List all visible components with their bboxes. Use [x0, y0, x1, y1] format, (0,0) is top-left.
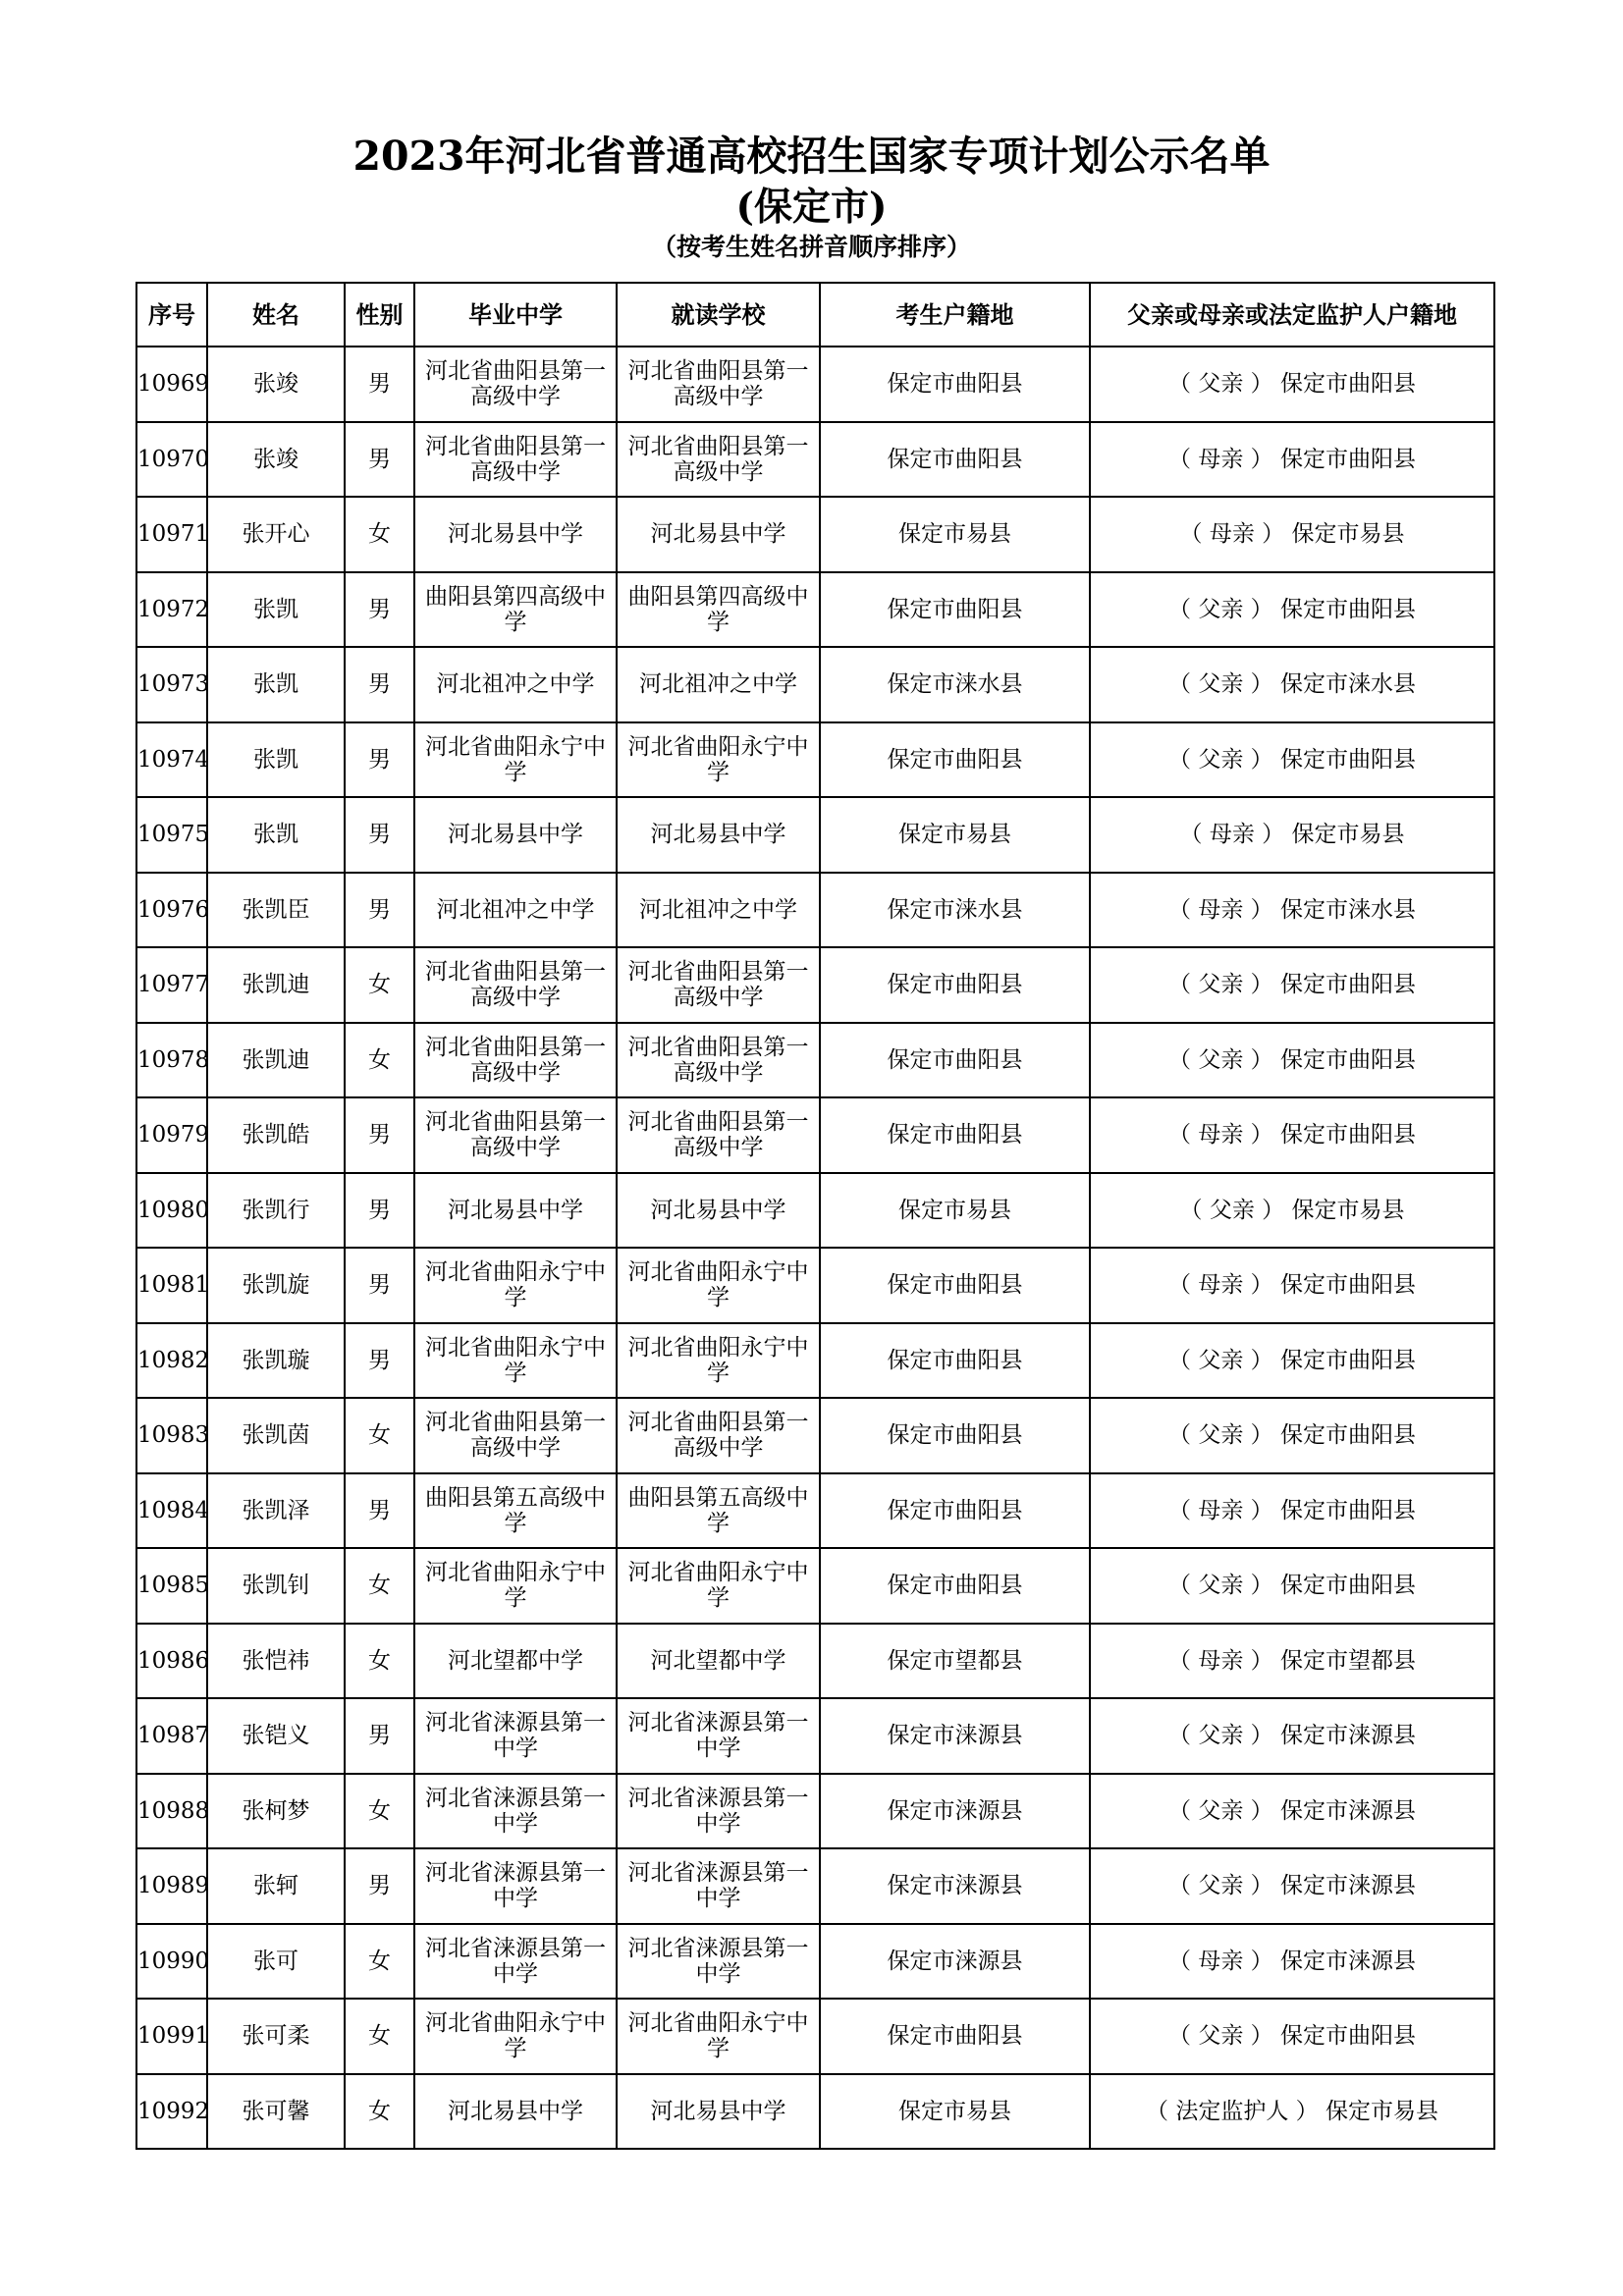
cell-grad-school: 河北省曲阳县第一高级中学: [414, 947, 617, 1023]
cell-hukou: 保定市涞水县: [820, 647, 1090, 722]
cell-no: 10976: [136, 873, 207, 948]
cell-current-school: 河北省曲阳永宁中学: [617, 1323, 820, 1399]
cell-current-school: 河北省曲阳县第一高级中学: [617, 1398, 820, 1473]
cell-sex: 男: [345, 1848, 414, 1924]
cell-name: 张可柔: [207, 1999, 345, 2074]
cell-no: 10986: [136, 1624, 207, 1699]
cell-parent-hukou: （ 父亲 ） 保定市曲阳县: [1090, 1323, 1494, 1399]
table-row: [136, 572, 1494, 648]
table-row: [136, 1323, 1494, 1399]
cell-hukou: 保定市曲阳县: [820, 1023, 1090, 1098]
cell-current-school: 河北省涞源县第一中学: [617, 1774, 820, 1849]
cell-sex: 男: [345, 422, 414, 498]
cell-sex: 女: [345, 497, 414, 572]
cell-current-school: 河北省涞源县第一中学: [617, 1698, 820, 1774]
cell-no: 10971: [136, 497, 207, 572]
cell-parent-hukou: （ 父亲 ） 保定市曲阳县: [1090, 1999, 1494, 2074]
table-row: [136, 873, 1494, 948]
column-header: 父亲或母亲或法定监护人户籍地: [1090, 283, 1494, 347]
cell-hukou: 保定市曲阳县: [820, 1999, 1090, 2074]
cell-sex: 男: [345, 572, 414, 648]
cell-hukou: 保定市曲阳县: [820, 1323, 1090, 1399]
cell-hukou: 保定市望都县: [820, 1624, 1090, 1699]
cell-hukou: 保定市涞源县: [820, 1848, 1090, 1924]
cell-no: 10984: [136, 1473, 207, 1549]
cell-hukou: 保定市曲阳县: [820, 1548, 1090, 1624]
cell-sex: 女: [345, 1398, 414, 1473]
cell-current-school: 河北祖冲之中学: [617, 873, 820, 948]
cell-parent-hukou: （ 父亲 ） 保定市曲阳县: [1090, 722, 1494, 798]
cell-hukou: 保定市曲阳县: [820, 572, 1090, 648]
cell-current-school: 河北省曲阳永宁中学: [617, 1999, 820, 2074]
table-row: [136, 647, 1494, 722]
cell-sex: 男: [345, 1248, 414, 1323]
cell-name: 张竣: [207, 347, 345, 422]
cell-current-school: 河北省曲阳永宁中学: [617, 1548, 820, 1624]
cell-hukou: 保定市曲阳县: [820, 1398, 1090, 1473]
cell-name: 张凯行: [207, 1173, 345, 1249]
cell-grad-school: 河北易县中学: [414, 1173, 617, 1249]
cell-parent-hukou: （ 父亲 ） 保定市曲阳县: [1090, 947, 1494, 1023]
page-title: 2023年河北省普通高校招生国家专项计划公示名单: [352, 133, 1271, 180]
cell-parent-hukou: （ 父亲 ） 保定市涞源县: [1090, 1848, 1494, 1924]
cell-current-school: 曲阳县第四高级中学: [617, 572, 820, 648]
cell-grad-school: 河北省曲阳永宁中学: [414, 1323, 617, 1399]
table-row: [136, 1698, 1494, 1774]
cell-sex: 男: [345, 722, 414, 798]
cell-sex: 男: [345, 873, 414, 948]
table-row: [136, 347, 1494, 422]
cell-parent-hukou: （ 母亲 ） 保定市涞源县: [1090, 1924, 1494, 2000]
page-subtitle: (保定市): [735, 185, 888, 230]
cell-grad-school: 河北省曲阳县第一高级中学: [414, 422, 617, 498]
cell-no: 10978: [136, 1023, 207, 1098]
cell-name: 张凯: [207, 722, 345, 798]
cell-parent-hukou: （ 父亲 ） 保定市易县: [1090, 1173, 1494, 1249]
cell-no: 10972: [136, 572, 207, 648]
cell-parent-hukou: （ 父亲 ） 保定市涞源县: [1090, 1774, 1494, 1849]
cell-no: 10969: [136, 347, 207, 422]
cell-parent-hukou: （ 母亲 ） 保定市曲阳县: [1090, 1248, 1494, 1323]
cell-sex: 女: [345, 1924, 414, 2000]
table-body: [136, 347, 1494, 2149]
cell-current-school: 河北省曲阳永宁中学: [617, 722, 820, 798]
cell-sex: 女: [345, 1023, 414, 1098]
table-row: [136, 1173, 1494, 1249]
cell-hukou: 保定市曲阳县: [820, 1097, 1090, 1173]
cell-grad-school: 曲阳县第五高级中学: [414, 1473, 617, 1549]
cell-name: 张竣: [207, 422, 345, 498]
cell-no: 10987: [136, 1698, 207, 1774]
cell-no: 10979: [136, 1097, 207, 1173]
cell-sex: 男: [345, 797, 414, 873]
cell-parent-hukou: （ 母亲 ） 保定市曲阳县: [1090, 1097, 1494, 1173]
sort-note: （按考生姓名拼音顺序排序）: [651, 233, 971, 261]
cell-grad-school: 曲阳县第四高级中学: [414, 572, 617, 648]
cell-parent-hukou: （ 法定监护人 ） 保定市易县: [1090, 2074, 1494, 2150]
table-row: [136, 1924, 1494, 2000]
cell-parent-hukou: （ 父亲 ） 保定市涞水县: [1090, 647, 1494, 722]
cell-sex: 女: [345, 947, 414, 1023]
cell-current-school: 河北易县中学: [617, 797, 820, 873]
cell-sex: 男: [345, 1323, 414, 1399]
table-row: [136, 947, 1494, 1023]
cell-name: 张铠义: [207, 1698, 345, 1774]
cell-grad-school: 河北省曲阳县第一高级中学: [414, 1398, 617, 1473]
cell-grad-school: 河北省曲阳县第一高级中学: [414, 1023, 617, 1098]
cell-name: 张凯皓: [207, 1097, 345, 1173]
cell-no: 10974: [136, 722, 207, 798]
cell-grad-school: 河北省涞源县第一中学: [414, 1774, 617, 1849]
cell-grad-school: 河北省曲阳永宁中学: [414, 1548, 617, 1624]
cell-hukou: 保定市涞源县: [820, 1698, 1090, 1774]
column-header: 考生户籍地: [820, 283, 1090, 347]
cell-name: 张凯迪: [207, 947, 345, 1023]
column-header: 就读学校: [617, 283, 820, 347]
cell-sex: 女: [345, 1624, 414, 1699]
cell-no: 10975: [136, 797, 207, 873]
cell-no: 10991: [136, 1999, 207, 2074]
cell-hukou: 保定市易县: [820, 497, 1090, 572]
cell-name: 张可馨: [207, 2074, 345, 2150]
cell-parent-hukou: （ 父亲 ） 保定市曲阳县: [1090, 1548, 1494, 1624]
cell-current-school: 河北易县中学: [617, 497, 820, 572]
cell-sex: 女: [345, 1999, 414, 2074]
cell-name: 张凯旋: [207, 1248, 345, 1323]
table-row: [136, 1624, 1494, 1699]
cell-sex: 男: [345, 347, 414, 422]
cell-name: 张凯泽: [207, 1473, 345, 1549]
column-header: 毕业中学: [414, 283, 617, 347]
cell-grad-school: 河北省涞源县第一中学: [414, 1698, 617, 1774]
cell-parent-hukou: （ 母亲 ） 保定市易县: [1090, 797, 1494, 873]
column-header: 序号: [136, 283, 207, 347]
cell-no: 10992: [136, 2074, 207, 2150]
cell-grad-school: 河北省涞源县第一中学: [414, 1924, 617, 2000]
cell-current-school: 河北省曲阳永宁中学: [617, 1248, 820, 1323]
cell-sex: 女: [345, 1774, 414, 1849]
cell-current-school: 曲阳县第五高级中学: [617, 1473, 820, 1549]
cell-hukou: 保定市曲阳县: [820, 1473, 1090, 1549]
cell-no: 10983: [136, 1398, 207, 1473]
cell-grad-school: 河北祖冲之中学: [414, 647, 617, 722]
cell-name: 张凯: [207, 572, 345, 648]
cell-current-school: 河北祖冲之中学: [617, 647, 820, 722]
cell-no: 10981: [136, 1248, 207, 1323]
cell-current-school: 河北省曲阳县第一高级中学: [617, 947, 820, 1023]
cell-parent-hukou: （ 父亲 ） 保定市曲阳县: [1090, 347, 1494, 422]
cell-hukou: 保定市涞源县: [820, 1774, 1090, 1849]
table-row: [136, 1398, 1494, 1473]
cell-sex: 男: [345, 1097, 414, 1173]
cell-parent-hukou: （ 母亲 ） 保定市曲阳县: [1090, 1473, 1494, 1549]
roster-table: [135, 282, 1495, 2150]
cell-hukou: 保定市涞源县: [820, 1924, 1090, 2000]
cell-current-school: 河北易县中学: [617, 2074, 820, 2150]
cell-current-school: 河北省涞源县第一中学: [617, 1848, 820, 1924]
cell-parent-hukou: （ 母亲 ） 保定市望都县: [1090, 1624, 1494, 1699]
cell-grad-school: 河北省曲阳县第一高级中学: [414, 347, 617, 422]
column-header: 性别: [345, 283, 414, 347]
table-row: [136, 1097, 1494, 1173]
cell-sex: 男: [345, 1173, 414, 1249]
table-row: [136, 497, 1494, 572]
cell-name: 张可: [207, 1924, 345, 2000]
cell-grad-school: 河北省曲阳县第一高级中学: [414, 1097, 617, 1173]
cell-hukou: 保定市曲阳县: [820, 722, 1090, 798]
table-row: [136, 722, 1494, 798]
cell-parent-hukou: （ 父亲 ） 保定市曲阳县: [1090, 1398, 1494, 1473]
cell-grad-school: 河北省曲阳永宁中学: [414, 722, 617, 798]
cell-no: 10988: [136, 1774, 207, 1849]
cell-current-school: 河北省曲阳县第一高级中学: [617, 347, 820, 422]
cell-no: 10973: [136, 647, 207, 722]
cell-no: 10990: [136, 1924, 207, 2000]
cell-grad-school: 河北易县中学: [414, 2074, 617, 2150]
cell-name: 张凯臣: [207, 873, 345, 948]
cell-no: 10980: [136, 1173, 207, 1249]
cell-parent-hukou: （ 母亲 ） 保定市易县: [1090, 497, 1494, 572]
cell-hukou: 保定市易县: [820, 797, 1090, 873]
cell-sex: 男: [345, 1698, 414, 1774]
cell-name: 张凯璇: [207, 1323, 345, 1399]
cell-name: 张凯迪: [207, 1023, 345, 1098]
cell-name: 张凯茵: [207, 1398, 345, 1473]
cell-sex: 女: [345, 1548, 414, 1624]
cell-no: 10977: [136, 947, 207, 1023]
cell-parent-hukou: （ 母亲 ） 保定市涞水县: [1090, 873, 1494, 948]
table-row: [136, 1248, 1494, 1323]
cell-hukou: 保定市曲阳县: [820, 347, 1090, 422]
cell-no: 10985: [136, 1548, 207, 1624]
cell-name: 张轲: [207, 1848, 345, 1924]
column-header: 姓名: [207, 283, 345, 347]
cell-name: 张恺祎: [207, 1624, 345, 1699]
cell-current-school: 河北省曲阳县第一高级中学: [617, 422, 820, 498]
table-row: [136, 1473, 1494, 1549]
cell-parent-hukou: （ 父亲 ） 保定市涞源县: [1090, 1698, 1494, 1774]
cell-grad-school: 河北易县中学: [414, 797, 617, 873]
cell-grad-school: 河北祖冲之中学: [414, 873, 617, 948]
cell-current-school: 河北省曲阳县第一高级中学: [617, 1097, 820, 1173]
table-header-row: [136, 283, 1494, 347]
cell-current-school: 河北省曲阳县第一高级中学: [617, 1023, 820, 1098]
cell-hukou: 保定市易县: [820, 1173, 1090, 1249]
cell-current-school: 河北易县中学: [617, 1173, 820, 1249]
cell-grad-school: 河北易县中学: [414, 497, 617, 572]
cell-sex: 男: [345, 647, 414, 722]
cell-hukou: 保定市易县: [820, 2074, 1090, 2150]
cell-no: 10982: [136, 1323, 207, 1399]
cell-sex: 女: [345, 2074, 414, 2150]
cell-no: 10989: [136, 1848, 207, 1924]
cell-hukou: 保定市涞水县: [820, 873, 1090, 948]
cell-sex: 男: [345, 1473, 414, 1549]
cell-hukou: 保定市曲阳县: [820, 947, 1090, 1023]
cell-name: 张凯: [207, 647, 345, 722]
table-row: [136, 1023, 1494, 1098]
cell-hukou: 保定市曲阳县: [820, 1248, 1090, 1323]
table-row: [136, 1774, 1494, 1849]
cell-current-school: 河北望都中学: [617, 1624, 820, 1699]
cell-name: 张凯钊: [207, 1548, 345, 1624]
cell-grad-school: 河北望都中学: [414, 1624, 617, 1699]
cell-grad-school: 河北省曲阳永宁中学: [414, 1999, 617, 2074]
table-row: [136, 422, 1494, 498]
cell-name: 张开心: [207, 497, 345, 572]
cell-grad-school: 河北省曲阳永宁中学: [414, 1248, 617, 1323]
cell-no: 10970: [136, 422, 207, 498]
table-row: [136, 2074, 1494, 2150]
cell-name: 张凯: [207, 797, 345, 873]
cell-parent-hukou: （ 母亲 ） 保定市曲阳县: [1090, 422, 1494, 498]
table-row: [136, 1848, 1494, 1924]
table-row: [136, 1999, 1494, 2074]
cell-hukou: 保定市曲阳县: [820, 422, 1090, 498]
table-row: [136, 797, 1494, 873]
cell-current-school: 河北省涞源县第一中学: [617, 1924, 820, 2000]
cell-grad-school: 河北省涞源县第一中学: [414, 1848, 617, 1924]
cell-parent-hukou: （ 父亲 ） 保定市曲阳县: [1090, 572, 1494, 648]
cell-parent-hukou: （ 父亲 ） 保定市曲阳县: [1090, 1023, 1494, 1098]
cell-name: 张柯梦: [207, 1774, 345, 1849]
table-row: [136, 1548, 1494, 1624]
